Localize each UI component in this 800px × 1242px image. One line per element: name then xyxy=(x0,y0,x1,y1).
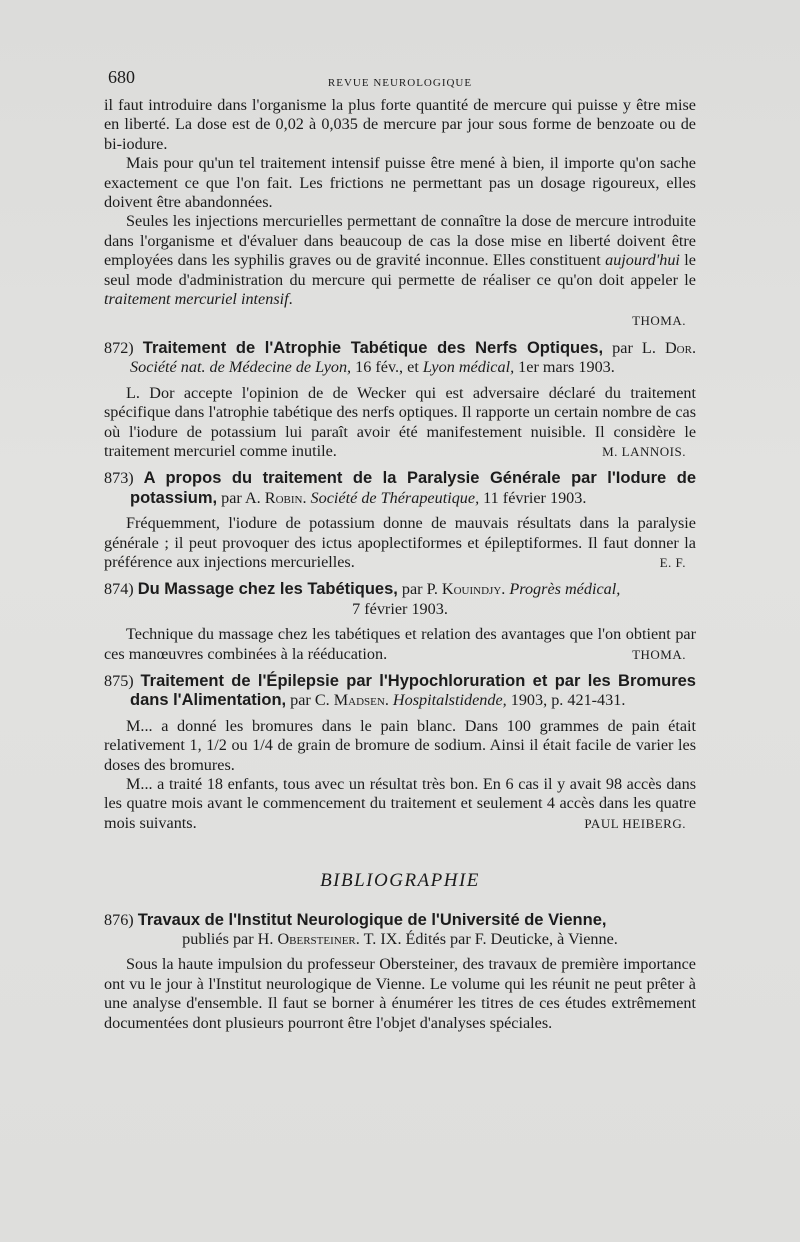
intro-paragraph-2: Mais pour qu'un tel traitement intensif puisse être mené à bien, il importe qu'on sache exactement ce que l'on fait. Les frictions ne permettant pas un dosage rigoureux, elles doivent être abandonnées. xyxy=(104,154,696,212)
entry-title: Traitement de l'Épilepsie par l'Hypochloruration et par les Bromures dans l'Alimentation, xyxy=(130,671,696,710)
entry-title: Traitement de l'Atrophie Tabétique des Nerfs Optiques, xyxy=(142,338,604,357)
entry-title: Travaux de l'Institut Neurologique de l'Université de Vienne, xyxy=(137,910,607,929)
entry-author: Robin. xyxy=(264,488,307,507)
entry-body-text: Fréquemment, l'iodure de potassium donne de mauvais résultats dans la paralysie générale ; il peut provoquer des ictus apoplectiformes et épileptiformes. Il faut donner la préférence aux injections mercurielles. xyxy=(104,514,696,571)
intro-section xyxy=(104,96,696,331)
entry-874-date: 7 février 1903. xyxy=(352,599,448,618)
entry-876 xyxy=(104,911,696,1033)
entry-signature: PAUL HEIBERG. xyxy=(584,815,686,831)
intro-p3-emphasis-1: aujourd'hui xyxy=(605,251,680,270)
intro-signature: THOMA. xyxy=(632,313,686,329)
text-column xyxy=(104,68,696,1033)
journal-title: REVUE NEUROLOGIQUE xyxy=(327,77,473,89)
entry-875-body-1: M... a donné les bromures dans le pain blanc. Dans 100 grammes de pain était relativement 1, 1/2 ou 1/4 de grain de bromure de sodium. Ainsi il était facile de varier les doses des bromures. xyxy=(104,716,696,774)
entry-number: 873) xyxy=(104,469,134,488)
entry-source: Société de Thérapeutique, xyxy=(306,488,480,507)
entry-876-publication xyxy=(104,930,696,949)
entry-date: 11 février 1903. xyxy=(479,488,587,507)
entry-number: 876) xyxy=(104,910,134,929)
entry-source: Hospitalstidende, xyxy=(388,691,507,710)
entry-872 xyxy=(104,339,696,461)
entry-body-text: L. Dor accepte l'opinion de de Wecker qui est adversaire déclaré du traitement spécifique dans l'atrophie tabétique des nerfs optiques. Il rapporte un certain nombre de cas où l'iodure de potassium lui paraît avoir été manifestement nuisible. Il considère le traitement mercuriel comme inutile. xyxy=(104,383,696,460)
entry-by: par C. xyxy=(286,691,334,710)
entry-editor: Obersteiner. xyxy=(277,930,360,949)
entry-873-heading xyxy=(104,469,696,508)
entry-874-body xyxy=(104,625,696,664)
entry-signature: E. F. xyxy=(659,554,686,570)
entry-author: Dor. xyxy=(664,338,697,357)
entry-number: 875) xyxy=(104,671,134,690)
entry-876-body: Sous la haute impulsion du professeur Obersteiner, des travaux de première importance ont vu le jour à l'Institut neurologique de Vienne. Le volume qui les réunit ne peut prêter à une analyse d'ensemble. Il faut se borner à énumérer les titres de ces études extrêmement documentées dont plusieurs pourront être l'objet d'analyses spéciales. xyxy=(104,955,696,1032)
entry-details: T. IX. Édités par F. Deuticke, à Vienne. xyxy=(359,930,618,949)
entry-title: A propos du traitement de la Paralysie Générale par l'Iodure de potassium, xyxy=(130,469,696,507)
entry-source-2: Lyon médical, xyxy=(422,358,515,377)
entry-date: 16 fév., et xyxy=(351,358,423,377)
entry-874-heading xyxy=(104,580,696,599)
entry-by: par P. xyxy=(397,580,442,599)
entry-number: 874) xyxy=(104,580,134,599)
intro-paragraph-1: il faut introduire dans l'organisme la plus forte quantité de mercure qui puisse y être mise en liberté. La dose est de 0,02 à 0,035 de mercure par jour sous forme de benzoate ou de bi-iodure. xyxy=(104,96,696,153)
intro-p3-emphasis-2: traitement mercuriel intensif xyxy=(104,290,289,309)
entry-875 xyxy=(104,672,696,833)
entry-signature: M. LANNOIS. xyxy=(602,443,686,459)
intro-p3-text-c: . xyxy=(288,290,293,309)
intro-p3-text-a: Seules les injections mercurielles permettant de connaître la dose de mercure introduite dans l'organisme et d'évaluer dans beaucoup de cas la dose mise en liberté doivent être employées dans les syphilis graves ou de gravité inconnue. Elles constituent xyxy=(104,212,696,270)
entry-873 xyxy=(104,469,696,572)
entry-by: par L. xyxy=(603,338,665,357)
entry-author: Kouindjy. xyxy=(441,580,506,599)
entry-body-text: M... a traité 18 enfants, tous avec un résultat très bon. En 6 cas il y avait 98 accès dans les quatre mois avant le commencement du traitement et seulement 4 accès dans les quatre mois suivants. xyxy=(104,775,696,832)
section-heading-bibliographie: BIBLIOGRAPHIE xyxy=(320,870,480,892)
entry-874 xyxy=(104,580,696,664)
entry-875-body-2 xyxy=(104,775,696,833)
entry-872-body xyxy=(104,384,696,462)
entry-source: Progrès médical, xyxy=(505,580,621,599)
entry-date-2: 1er mars 1903. xyxy=(514,358,615,377)
running-header xyxy=(104,68,696,96)
entry-872-heading xyxy=(104,339,696,378)
entry-873-body xyxy=(104,514,696,572)
entry-author: Madsen. xyxy=(333,691,389,710)
entry-number: 872) xyxy=(104,338,134,357)
entry-published: publiés par H. xyxy=(182,930,278,949)
entry-875-heading xyxy=(104,672,696,711)
entry-date: 1903, p. 421-431. xyxy=(506,691,626,710)
entry-title: Du Massage chez les Tabétiques, xyxy=(137,580,398,599)
entry-source: Société nat. de Médecine de Lyon, xyxy=(130,358,352,377)
intro-paragraph-3 xyxy=(104,212,696,309)
entry-by: par A. xyxy=(217,488,265,507)
entry-signature: THOMA. xyxy=(632,646,686,662)
entry-body-text: Technique du massage chez les tabétiques et relation des avantages que l'on obtient par ces manœuvres combinées à la rééducation. xyxy=(104,625,696,663)
entry-876-heading xyxy=(104,911,696,930)
page-number: 680 xyxy=(108,67,135,87)
intro-p3-text-b: le seul mode d'administration du mercure qui permette de réaliser ce qu'on doit appeler le xyxy=(104,251,696,289)
